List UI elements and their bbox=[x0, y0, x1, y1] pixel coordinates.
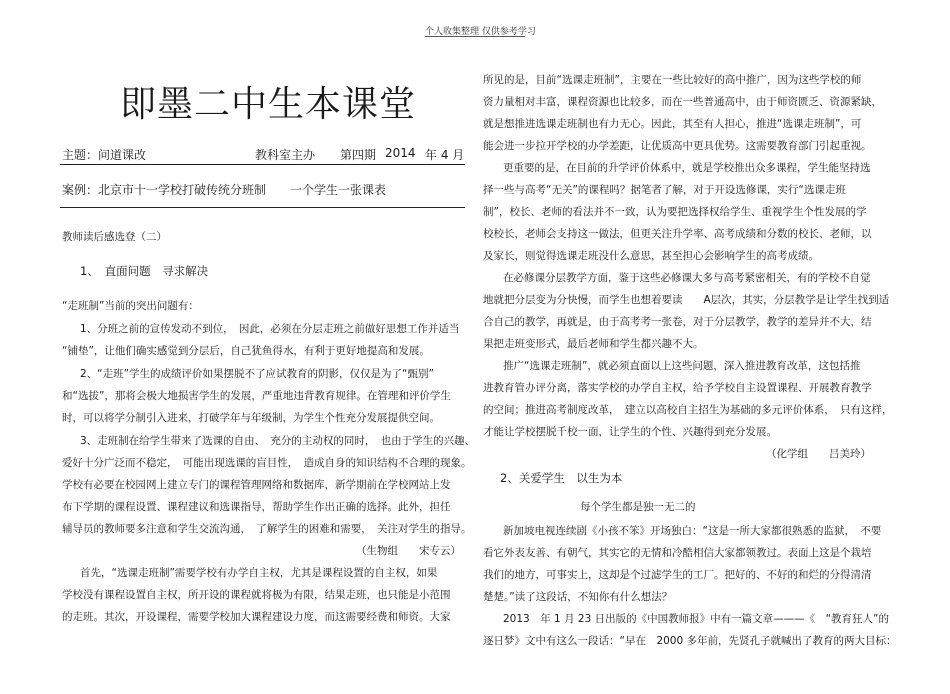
right-line-22: 楚楚。”读了这段话，不知你有什么想法？ bbox=[483, 591, 673, 603]
year-label: 2014 bbox=[385, 146, 416, 160]
left-attribution: （生物组 宋专云） bbox=[356, 545, 461, 557]
right-line-3: 就是想推进选课走班制也有力无心。因此，其至有人担心，推进“选课走班制”，可 bbox=[483, 118, 862, 130]
left-line-3: “铺垫”，让他们确实感觉到分层后，自己犹鱼得水，有利于更好地提高和发展。 bbox=[62, 345, 430, 357]
right-line-4: 能会进一步拉开学校的办学差距，让优质高中更具优势。这需要教育部门引起重视。 bbox=[483, 140, 872, 152]
right-line-19: 新加坡电视连续剧《小孩不笨》开场独白：“这是一所大家都很熟悉的监狱， 不要 bbox=[503, 525, 882, 537]
right-line-23: 2013 年 1 月 23 日出版的《中国教师报》中有一篇文章———《 “教育狂人”的 bbox=[503, 613, 889, 625]
right-line-7: 制”，校长、老师的看法并不一致，认为要把选择权给学生、重视学生个性发展的学 bbox=[483, 206, 867, 218]
issue-label: 第四期 bbox=[340, 148, 377, 162]
meta-divider bbox=[60, 164, 465, 165]
left-line-5: 和“选拔”，那将会极大地损害学生的发展，严重地违背教育规律。在管理和评价学生 bbox=[62, 390, 451, 402]
right-line-17: 才能让学校摆脱千校一面，让学生的个性、兴趣得到充分发展。 bbox=[483, 426, 777, 438]
left-line-2: 1、分班之前的宣传发动不到位， 因此，必须在分层走班之前做好思想工作并适当 bbox=[80, 323, 460, 335]
left-line-14: 学校没有课程设置自主权，所开设的课程就将极为有限，结果走班，也只能是小范围 bbox=[62, 589, 451, 601]
right-line-11: 地就把分层变为分快慢，而学生也想着要读 A层次，其实，分层教学是让学生找到适 bbox=[483, 294, 890, 306]
left-line-11: 辅导员的教师要多注意和学生交流沟通， 了解学生的困难和需要， 关注对学生的指导。 bbox=[62, 523, 472, 535]
right-line-24: 逐日梦》文中有这么一段话：“早在 2000 多年前，先贤孔子就喊出了教育的两大目标： bbox=[483, 635, 897, 647]
month-label: 年 4 月 bbox=[425, 148, 465, 162]
editor-label: 教科室主办 bbox=[255, 148, 316, 162]
section-heading-1: 1、 直面问题 寻求解决 bbox=[80, 264, 209, 278]
left-line-8: 爱好十分广泛而不稳定， 可能出现选课的盲目性， 造成自身的知识结构不合理的现象。 bbox=[62, 457, 472, 469]
series-label: 教师读后感选登（二） bbox=[62, 231, 167, 243]
right-line-8: 校校长，老师会支持这一做法，但更关注升学率、高考成绩和分数的校长、老师，以 bbox=[483, 228, 872, 240]
right-line-21: 我们的地方，可事实上，这却是个过滤学生的工厂。把好的、不好的和烂的分得清清 bbox=[483, 569, 872, 581]
left-line-9: 学校有必要在校园网上建立专门的课程管理网络和数据库，新学期前在学校网站上发 bbox=[62, 479, 451, 491]
right-line-1: 所见的是，目前“选课走班制”，主要在一些比较好的高中推广，因为这些学校的师 bbox=[483, 74, 862, 86]
subheading: 每个学生都是独一无二的 bbox=[580, 501, 696, 513]
right-line-14: 推广“选课走班制”，就必须直面以上这些问题，深入推进教育改革，这包括推 bbox=[503, 360, 861, 372]
left-line-13: 首先，“选课走班制”需要学校有办学自主权，尤其是课程设置的自主权，如果 bbox=[80, 567, 438, 579]
right-line-6: 择一些与高考“无关”的课程吗？据笔者了解，对于开设选修课，实行“选课走班 bbox=[483, 184, 846, 196]
right-line-16: 的空间；推进高考制度改革， 建立以高校自主招生为基础的多元评价体系， 只有这样， bbox=[483, 404, 893, 416]
page-header-note: 个人收集整理 仅供参考学习 bbox=[425, 27, 536, 37]
case-title: 案例：北京市十一学校打破传统分班制 bbox=[62, 183, 267, 197]
left-line-7: 3、走班制在给学生带来了选课的自由、 充分的主动权的同时， 也由于学生的兴趣、 bbox=[80, 435, 476, 447]
document-title: 即墨二中生本课堂 bbox=[120, 84, 417, 125]
right-line-5: 更重要的是，在目前的升学评价体系中，就是学校推出众多课程，学生能坚持选 bbox=[503, 162, 871, 174]
right-line-12: 合自己的教学，再就是，由于高考考一张卷，对于分层教学，教学的差异并不大，结 bbox=[483, 316, 872, 328]
right-line-2: 资力量相对丰富，课程资源也比较多，而在一些普通高中，由于师资匮乏、资源紧缺， bbox=[483, 96, 882, 108]
case-divider bbox=[60, 207, 465, 208]
left-line-6: 时，可以将学分制引入进来，打破学年与年级制，为学生个性充分发展提供空间。 bbox=[62, 412, 440, 424]
left-line-15: 的走班。其次，开设课程，需要学校加大课程建设力度，而这需要经费和师资。大家 bbox=[62, 611, 451, 623]
left-line-10: 布下学期的课程设置、课程建议和选课指导，帮助学生作出正确的选择。此外，担任 bbox=[62, 501, 451, 513]
right-line-15: 进教育管办评分离，落实学校的办学自主权，给予学校自主设置课程、开展教育教学 bbox=[483, 382, 872, 394]
section-heading-2: 2、关爱学生 以生为本 bbox=[500, 471, 623, 485]
right-line-13: 果把走班变形式，最后老师和学生都兴趣不大。 bbox=[483, 338, 704, 350]
case-subtitle: 一个学生一张课表 bbox=[290, 183, 387, 197]
left-line-1: “走班制”当前的突出问题有： bbox=[62, 300, 199, 312]
right-line-20: 看它外表友善、有朝气，其实它的无情和冷酷相信大家都领教过。表面上这是个栽培 bbox=[483, 547, 872, 559]
right-attribution: （化学组 吕美玲） bbox=[766, 448, 871, 460]
topic-label: 主题：问道课改 bbox=[62, 148, 147, 162]
right-line-9: 及家长，则觉得选课走班没什么意思，甚至担心会影响学生的高考成绩。 bbox=[483, 250, 819, 262]
left-line-4: 2、“走班”学生的成绩评价如果摆脱不了应试教育的阴影，仅仅是为了“甄别” bbox=[80, 368, 434, 380]
header-underline bbox=[425, 36, 525, 37]
right-line-10: 在必修课分层教学方面，鉴于这些必修课大多与高考紧密相关，有的学校不自觉 bbox=[503, 272, 871, 284]
